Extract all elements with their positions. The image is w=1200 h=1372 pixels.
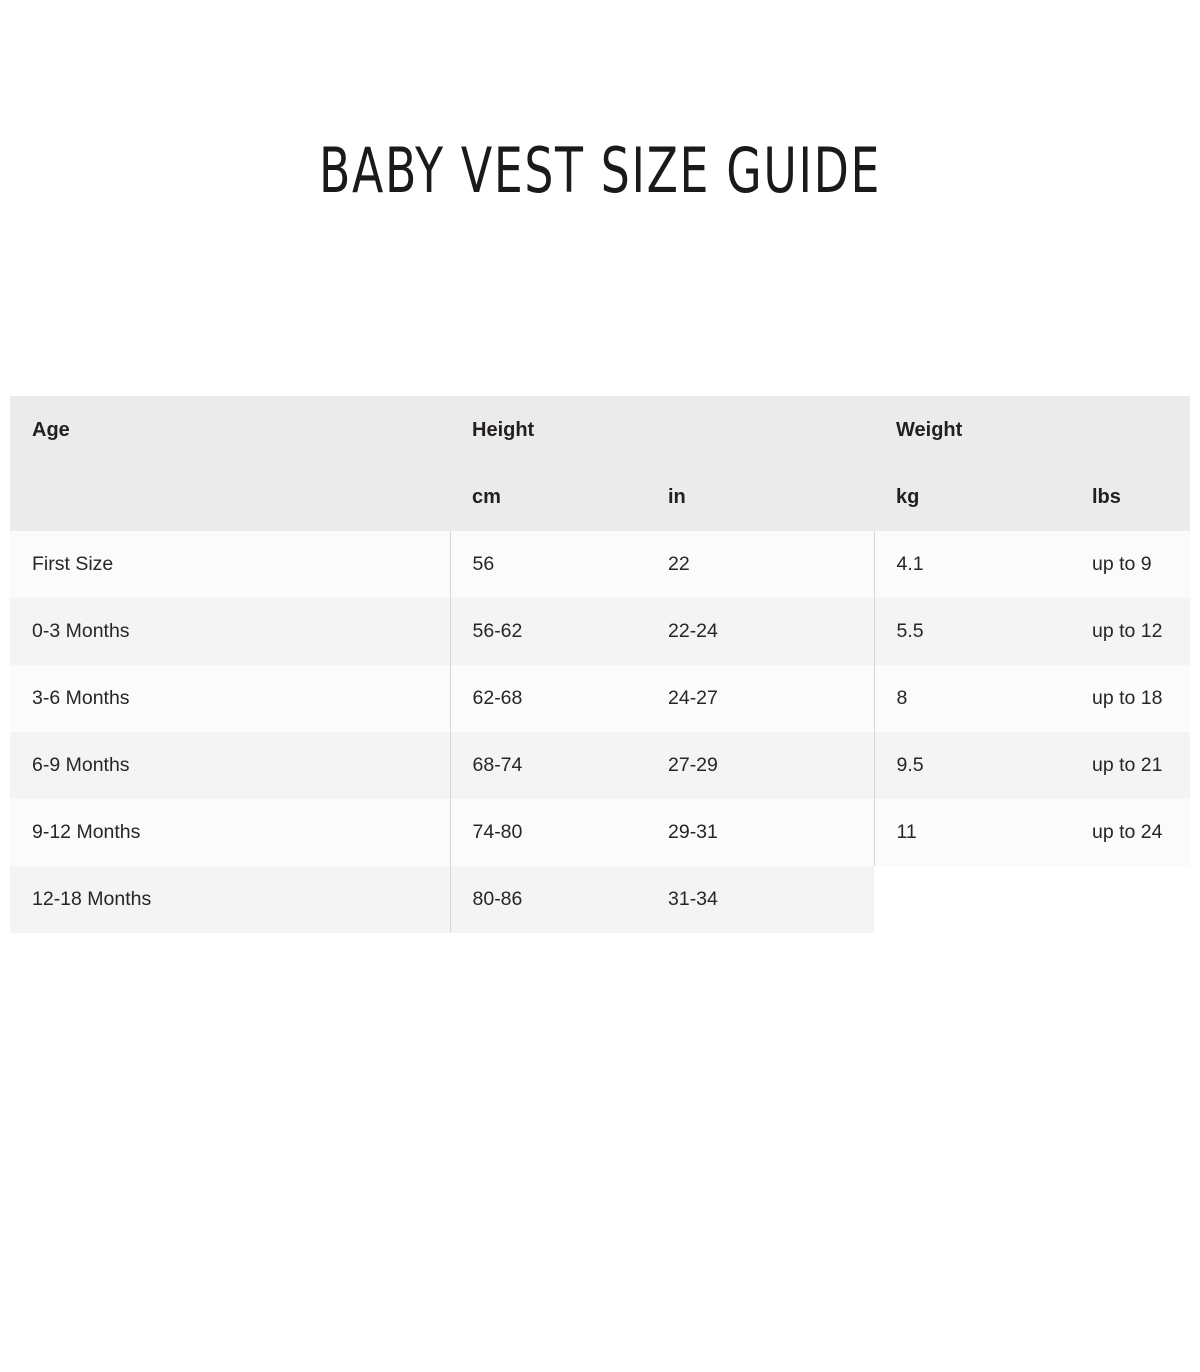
size-table [10, 396, 1190, 933]
cell-height-in: 27-29 [646, 732, 874, 799]
cell-weight-lbs: up to 21 [1070, 732, 1190, 799]
cell-height-cm: 56 [450, 531, 646, 598]
cell-height-cm: 74-80 [450, 799, 646, 866]
cell-weight-kg: 11 [874, 799, 1070, 866]
cell-height-cm: 62-68 [450, 665, 646, 732]
table-row [10, 665, 1190, 732]
unit-header-age [10, 464, 450, 531]
table-row [10, 866, 1190, 933]
cell-age: 3-6 Months [10, 665, 450, 732]
cell-weight-kg: 4.1 [874, 531, 1070, 598]
column-header-height: Height [450, 396, 874, 464]
cell-weight-lbs: up to 9 [1070, 531, 1190, 598]
cell-age: 6-9 Months [10, 732, 450, 799]
cell-weight-kg: 9.5 [874, 732, 1070, 799]
table-row [10, 531, 1190, 598]
column-header-age: Age [10, 396, 450, 464]
cell-weight-lbs: up to 24 [1070, 799, 1190, 866]
column-header-weight: Weight [874, 396, 1190, 464]
cell-height-cm: 56-62 [450, 598, 646, 665]
cell-weight-lbs [1070, 866, 1190, 933]
unit-header-lbs: lbs [1070, 464, 1190, 531]
unit-header-kg: kg [874, 464, 1070, 531]
cell-height-in: 24-27 [646, 665, 874, 732]
cell-height-in: 22-24 [646, 598, 874, 665]
cell-weight-lbs: up to 12 [1070, 598, 1190, 665]
table-row [10, 732, 1190, 799]
table-body [10, 531, 1190, 933]
cell-age: 9-12 Months [10, 799, 450, 866]
table-group-header-row [10, 396, 1190, 464]
cell-height-cm: 80-86 [450, 866, 646, 933]
cell-height-in: 31-34 [646, 866, 874, 933]
size-table-container [10, 396, 1190, 933]
table-head [10, 396, 1190, 531]
unit-header-in: in [646, 464, 874, 531]
cell-height-in: 22 [646, 531, 874, 598]
unit-header-cm: cm [450, 464, 646, 531]
cell-age: 12-18 Months [10, 866, 450, 933]
cell-age: 0-3 Months [10, 598, 450, 665]
cell-age: First Size [10, 531, 450, 598]
table-unit-header-row [10, 464, 1190, 531]
cell-weight-kg: 8 [874, 665, 1070, 732]
table-row [10, 598, 1190, 665]
cell-height-cm: 68-74 [450, 732, 646, 799]
page-title: BABY VEST SIZE GUIDE [319, 134, 881, 207]
cell-weight-lbs: up to 18 [1070, 665, 1190, 732]
table-row [10, 799, 1190, 866]
cell-weight-kg: 5.5 [874, 598, 1070, 665]
cell-height-in: 29-31 [646, 799, 874, 866]
cell-weight-kg [874, 866, 1070, 933]
